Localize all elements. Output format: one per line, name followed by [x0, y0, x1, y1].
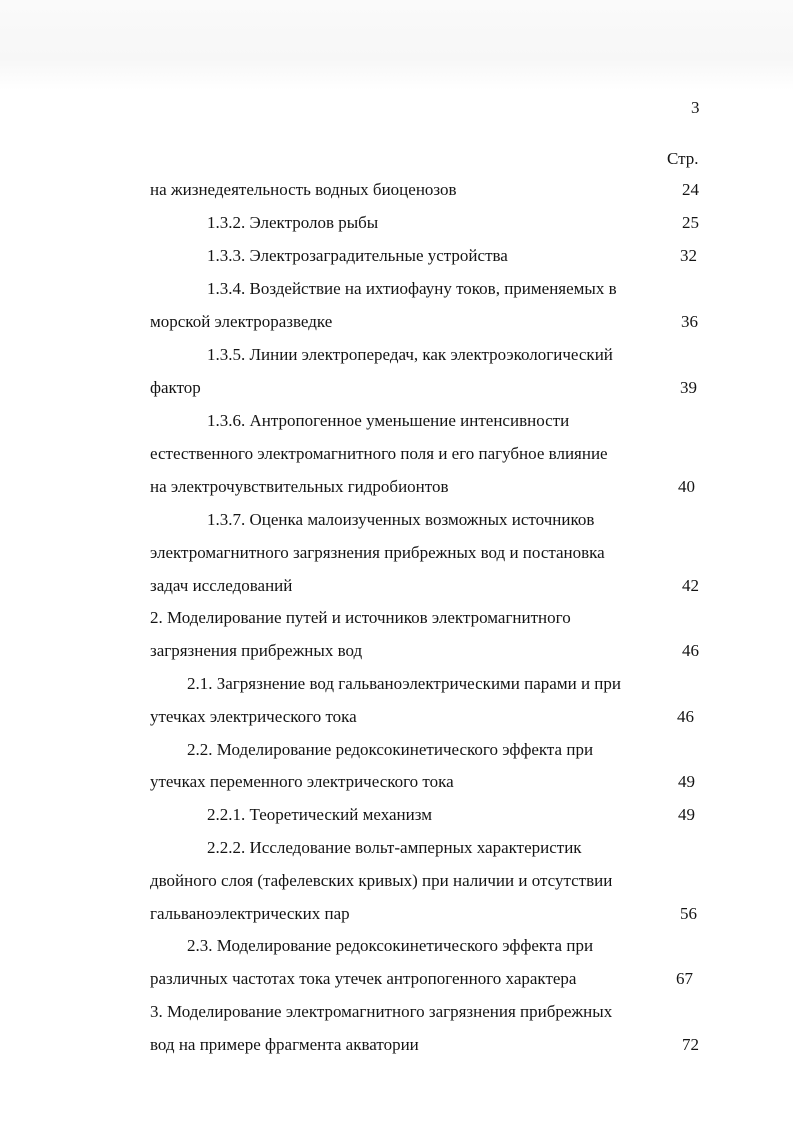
- toc-line: электромагнитного загрязнения прибрежных вод и постановка: [150, 543, 605, 562]
- toc-line: 2.3. Моделирование редоксокинетического эффекта при: [187, 936, 594, 955]
- toc-line: фактор: [150, 378, 201, 397]
- toc-line: загрязнения прибрежных вод: [150, 641, 363, 660]
- toc-line: утечках электрического тока: [150, 707, 357, 726]
- toc-line: 1.3.2. Электролов рыбы: [207, 213, 379, 232]
- toc-page: 67: [676, 969, 693, 988]
- toc-page: 42: [682, 576, 699, 595]
- toc-line: вод на примере фрагмента акватории: [150, 1035, 419, 1054]
- toc-line: 2. Моделирование путей и источников электромагнитного: [150, 608, 571, 627]
- toc-line: 2.2.1. Теоретический механизм: [207, 805, 432, 824]
- toc-page: 49: [678, 805, 695, 824]
- toc-page: 72: [682, 1035, 699, 1054]
- toc-page: 36: [681, 312, 698, 331]
- toc-line: 3. Моделирование электромагнитного загрязнения прибрежных: [150, 1002, 613, 1021]
- toc-line: 1.3.6. Антропогенное уменьшение интенсивности: [207, 411, 570, 430]
- toc-page: 39: [680, 378, 697, 397]
- toc-line: гальваноэлектрических пар: [150, 904, 350, 923]
- toc-page: 40: [678, 477, 695, 496]
- toc-line: морской электроразведке: [150, 312, 333, 331]
- toc-line: 1.3.7. Оценка малоизученных возможных источников: [207, 510, 595, 529]
- toc-page: 46: [682, 641, 699, 660]
- toc-page: 32: [680, 246, 697, 265]
- toc-line: естественного электромагнитного поля и его пагубное влияние: [150, 444, 608, 463]
- toc-line: 2.1. Загрязнение вод гальваноэлектрическими парами и при: [187, 674, 621, 693]
- toc-page: 56: [680, 904, 697, 923]
- toc-line: 1.3.3. Электрозаградительные устройства: [207, 246, 508, 265]
- toc-line: на жизнедеятельность водных биоценозов: [150, 180, 457, 199]
- toc-page: 25: [682, 213, 699, 232]
- toc-line: 2.2. Моделирование редоксокинетического эффекта при: [187, 740, 594, 759]
- toc-page: 49: [678, 772, 695, 791]
- toc-line: 1.3.5. Линии электропередач, как электроэкологический: [207, 345, 613, 364]
- toc-line: на электрочувствительных гидробионтов: [150, 477, 449, 496]
- toc-page: 46: [677, 707, 694, 726]
- toc-line: двойного слоя (тафелевских кривых) при наличии и отсутствии: [150, 871, 613, 890]
- page-column-label: Стр.: [667, 149, 699, 168]
- toc-line: 2.2.2. Исследование вольт-амперных характеристик: [207, 838, 582, 857]
- toc-page: 24: [682, 180, 699, 199]
- toc-line: 1.3.4. Воздействие на ихтиофауну токов, применяемых в: [207, 279, 617, 298]
- toc-line: различных частотах тока утечек антропогенного характера: [150, 969, 577, 988]
- page-number: 3: [691, 98, 700, 117]
- toc-line: утечках переменного электрического тока: [150, 772, 454, 791]
- toc-line: задач исследований: [150, 576, 293, 595]
